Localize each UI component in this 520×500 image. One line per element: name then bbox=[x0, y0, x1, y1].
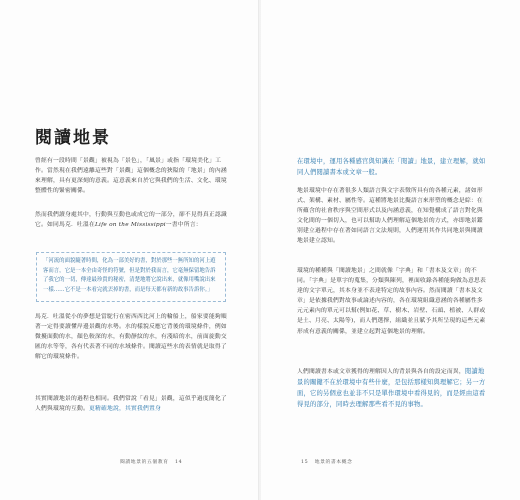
reading-paragraph-highlight: 更精確地說，其實我們置身 bbox=[88, 406, 161, 413]
quotation-text: 「河流的面貌隨著時間，化為一部美好的書，對於那些一無所知的河上遊客而言，它是一本全由奇怪的符號，但是對於我而言，它毫無保留地告訴了我它的一切，傳達最珍貴的秘密，清楚地將它說出來，就像用嘴說出來一樣……它不是一本看完就丟掉的書，而是每天都有新的故事告訴你。」 bbox=[43, 258, 216, 293]
context-paragraph-text: 然而我們讀身處其中，行動與互動也或成它的一部分，卻不見得真正認識它。如同馬克．吐溫在 bbox=[35, 212, 227, 229]
conclusion-highlight: 閱讀地景的關鍵不在於環境中有些什麼，是包括那樣知與理解它；另一方面，它的另個意也並非不只是單作環境中看得見的，而是經由這看得見的部分，同時去理解那些看不見的事物。 bbox=[297, 368, 486, 409]
left-page bbox=[0, 0, 259, 500]
language-paragraph: 地景環境中存在著很多人類語言與文字表徵所具有的各種元素，諸如形式、架構、素材、屬性等。這種將地景比擬語言來形塑的概念是綜：在所蘊含的社會秩序與空間形式以及內涵意義，在知覺構成了語言對化與文化間的一個切入，也可以幫助人們理解這個地景的方式，亦即地景鑑別建立過程中存在著如同語言文法規則，人們運用其作共同地景與閱讀地景建立認知。 bbox=[297, 188, 483, 245]
quotation-box bbox=[36, 252, 226, 302]
conclusion-paragraph-text: 人們閱讀書本或文章獲得的理解因人的背景與各自的設定而異， bbox=[297, 369, 465, 375]
reading-paragraph bbox=[35, 394, 227, 414]
left-folio bbox=[120, 458, 182, 465]
right-page-number: 15 bbox=[301, 460, 309, 465]
right-running-head: 地景的書本概念 bbox=[314, 460, 353, 465]
dictionary-paragraph: 環境的種種與「閱讀地景」之間就像「字典」和「書本及文章」的不同。「字典」是單字的蒐集，分類與陳列，裡面收錄各種能夠做為意思表達的文字單元，其本身並不表達特定的故事內容。然而閱讀「書本及文章」是依據我們對故事或論述內容的，各在環境組織意涵的各種屬性多元元素內的單元可以幫(例如花、草、樹木、岩壁、石頭、植被、人群或是土、月亮、太陽等)，而人們選擇，組織並且賦予其所呈現的這些元素形成有意義的關係，並建立起對這個地景的理解。 bbox=[297, 268, 487, 335]
right-highlight-paragraph: 在環境中，運用各種感官與知識在「閱讀」地景，建立理解，就如同人們閱讀書本或文章一般。 bbox=[297, 158, 486, 176]
mark-twain-paragraph: 馬克．吐溫從小的夢想是當駝行在密西西比河上的輪船上，船家要能夠順著一定得要讀懂岸邊景觀的水勢。水的樣貌反應它背後的環境條件，例如微擾面動的水，顏色較深的水，有動靜紋的水，有淺暗的水，前面旋動交匯的水等等，各有代表著不同的水域條件。閱讀這些水的表情就是取得了解它的環境條件。 bbox=[35, 314, 227, 361]
left-page-number: 14 bbox=[174, 460, 183, 465]
left-running-head: 閱讀地景的五個教育 bbox=[120, 460, 169, 465]
right-folio bbox=[301, 458, 352, 465]
reading-paragraph-text: 其實閱讀地景的過程也相同。我們常說「看見」景觀，這似乎過度簡化了人們與環境的互動。 bbox=[35, 396, 227, 413]
context-paragraph bbox=[35, 210, 227, 230]
intro-paragraph: 曾經有一段時間「景觀」被視為「景色」，「風景」或指「環境美化」工作。當然現在我們遠離這些對「景觀」這個概念的狹隘的「地景」的內涵來理解，具有更深刻的意義。這意義來自於它與我們的生活、文化、環境整體性的緊密關係。 bbox=[35, 158, 227, 195]
context-paragraph-tail: 一書中所言： bbox=[165, 222, 202, 229]
right-page bbox=[261, 0, 520, 500]
book-title: Life on the Mississippi bbox=[94, 222, 166, 229]
chapter-title: 閱讀地景 bbox=[35, 128, 111, 148]
conclusion-paragraph bbox=[297, 366, 487, 410]
